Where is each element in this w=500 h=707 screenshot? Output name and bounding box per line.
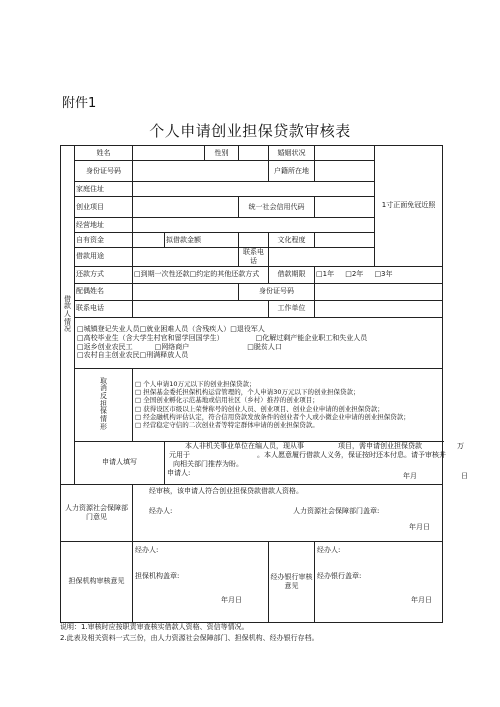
loan-amount-field[interactable] bbox=[239, 233, 269, 248]
credit-code-field[interactable] bbox=[315, 197, 375, 218]
term-options[interactable] bbox=[315, 266, 443, 283]
exempt-item[interactable]: □ 获得设区市级以上荣誉称号的创业人员、创业项目、创业企业申请的创业担保贷款； bbox=[135, 404, 384, 413]
application-form bbox=[60, 145, 468, 623]
applicant-label: 申请人填写 bbox=[75, 441, 165, 484]
biz-address-field[interactable] bbox=[133, 218, 375, 233]
exempt-item[interactable]: □ 经金融机构评估认定，符合信用贷款发放条件的创业者个人或小微企业申请的创业担保贷款； bbox=[135, 412, 410, 421]
bank-seal[interactable]: 经办银行盖章: bbox=[317, 571, 362, 580]
project-field[interactable] bbox=[133, 197, 239, 218]
category-line-4[interactable]: □农村自主创业农民□刑满释放人员 bbox=[77, 351, 189, 360]
exempt-section-label: 取 消 反 担 保 情 形 bbox=[75, 368, 133, 441]
marital-field[interactable] bbox=[315, 146, 375, 161]
spouse-label: 配偶姓名 bbox=[75, 283, 133, 300]
repay-options[interactable]: □到期一次性还款□约定的其他还款方式 bbox=[133, 266, 269, 283]
project-label: 创业项目 bbox=[75, 197, 133, 218]
spouse-id-label: 身份证号码 bbox=[239, 283, 315, 300]
education-label: 文化程度 bbox=[269, 233, 315, 248]
contact-phone-field[interactable] bbox=[133, 300, 269, 317]
id-no-label: 身份证号码 bbox=[75, 161, 133, 182]
loan-amount-label: 拟借款金额 bbox=[165, 233, 239, 248]
hukou-field[interactable] bbox=[315, 161, 375, 182]
contact-phone-label: 联系电话 bbox=[75, 300, 133, 317]
guarantor-handler[interactable]: 经办人: bbox=[135, 545, 159, 554]
spouse-field[interactable] bbox=[133, 283, 239, 300]
photo-box[interactable]: 1寸正面免冠近照 bbox=[375, 146, 443, 267]
marital-label: 婚姻状况 bbox=[269, 146, 315, 161]
guarantor-opinion[interactable]: 经办人: 担保机构盖章: 年月日 bbox=[133, 541, 269, 622]
own-funds-field[interactable] bbox=[133, 233, 165, 248]
work-unit-field[interactable] bbox=[315, 300, 443, 317]
note-2: 2.此表及相关资料一式三份，由人力资源社会保障部门、担保机构、经办银行存档。 bbox=[60, 634, 319, 643]
applicant-sign[interactable]: 申请人: bbox=[167, 468, 191, 477]
phone-label: 联系电话 bbox=[239, 248, 269, 267]
hukou-label: 户籍所在地 bbox=[269, 161, 315, 182]
repay-label: 还款方式 bbox=[75, 266, 133, 283]
exempt-item[interactable]: □ 经营稳定守信的二次创业者等特定群体申请的创业担保贷款。 bbox=[135, 420, 319, 429]
bank-opinion[interactable]: 经办人: 经办银行盖章: 年月日 bbox=[315, 541, 443, 622]
exempt-item[interactable]: □ 担保基金委托担保机构运营管理的，个人申请30万元以下的创业担保贷款； bbox=[135, 388, 360, 397]
term-label: 借款期限 bbox=[269, 266, 315, 283]
page-title: 个人申请创业担保贷款审核表 bbox=[149, 122, 351, 140]
spouse-id-field[interactable] bbox=[315, 283, 443, 300]
guarantor-seal[interactable]: 担保机构盖章: bbox=[135, 571, 180, 580]
category-capacity-workers[interactable]: □化解过剩产能企业职工和失业人员 bbox=[255, 333, 368, 342]
term-option-2y[interactable]: □2年 bbox=[345, 270, 364, 279]
work-unit-label: 工作单位 bbox=[269, 300, 315, 317]
hr-dept-label: 人力资源社会保障部门意见 bbox=[61, 484, 133, 541]
address-label: 家庭住址 bbox=[75, 182, 133, 197]
category-options[interactable] bbox=[75, 317, 443, 368]
borrower-section-label: 借 款 人 情 况 bbox=[61, 146, 75, 485]
loan-use-label: 借款用途 bbox=[75, 248, 133, 267]
exempt-item[interactable]: □ 个人申请10万元以下的创业担保贷款； bbox=[135, 380, 256, 389]
loan-use-field[interactable] bbox=[133, 248, 239, 267]
biz-address-label: 经营地址 bbox=[75, 218, 133, 233]
category-line-3[interactable]: □返乡创业农民工 □网络商户 □脱贫人口 bbox=[77, 342, 282, 351]
hr-dept-opinion[interactable]: 经审核，该申请人符合创业担保贷款借款人资格。 经办人: 人力资源社会保障部门盖章: 年月日 bbox=[133, 484, 443, 541]
exempt-item[interactable]: □ 全国创业孵化示范基地或信用社区（乡村）推荐的创业项目； bbox=[135, 396, 319, 405]
id-no-field[interactable] bbox=[133, 161, 269, 182]
category-line-2[interactable]: □高校毕业生（含大学生村官和留学回国学生） □化解过剩产能企业职工和失业人员 bbox=[77, 333, 368, 342]
guarantor-label: 担保机构审核意见 bbox=[61, 541, 133, 622]
category-line-1[interactable]: □城镇登记失业人员□就业困难人员（含残疾人）□退役军人 bbox=[77, 325, 265, 333]
address-field[interactable] bbox=[133, 182, 375, 197]
bank-label: 经办银行审核意见 bbox=[269, 541, 315, 622]
bank-handler[interactable]: 经办人: bbox=[317, 545, 341, 554]
education-field[interactable] bbox=[315, 233, 375, 248]
phone-field[interactable] bbox=[269, 248, 375, 267]
attachment-label: 附件1 bbox=[62, 96, 97, 111]
exempt-options[interactable] bbox=[133, 368, 443, 441]
hr-handler[interactable]: 经办人: bbox=[149, 506, 173, 515]
note-1: 说明：1.审核时应按职责审查核实借款人资格、资信等情况。 bbox=[60, 623, 249, 631]
gender-label: 性别 bbox=[205, 146, 239, 161]
name-field[interactable] bbox=[133, 146, 205, 161]
own-funds-label: 自有资金 bbox=[75, 233, 133, 248]
name-label: 姓名 bbox=[75, 146, 133, 161]
hr-seal[interactable]: 人力资源社会保障部门盖章: bbox=[293, 506, 380, 515]
gender-field[interactable] bbox=[239, 146, 269, 161]
term-option-3y[interactable]: □3年 bbox=[374, 270, 393, 279]
applicant-statement[interactable]: 本人非机关事业单位在编人员，现从事 项目，需申请创业担保贷款 万 元用于 。本人愿意履行借款人义务，保证按时还本付息。请予审核并 向相关部门推荐为盼。 申请人: 年月 日 bbox=[165, 441, 443, 484]
term-option-1y[interactable]: □1年 bbox=[316, 270, 335, 279]
notes bbox=[60, 622, 319, 644]
credit-code-label: 统一社会信用代码 bbox=[239, 197, 315, 218]
